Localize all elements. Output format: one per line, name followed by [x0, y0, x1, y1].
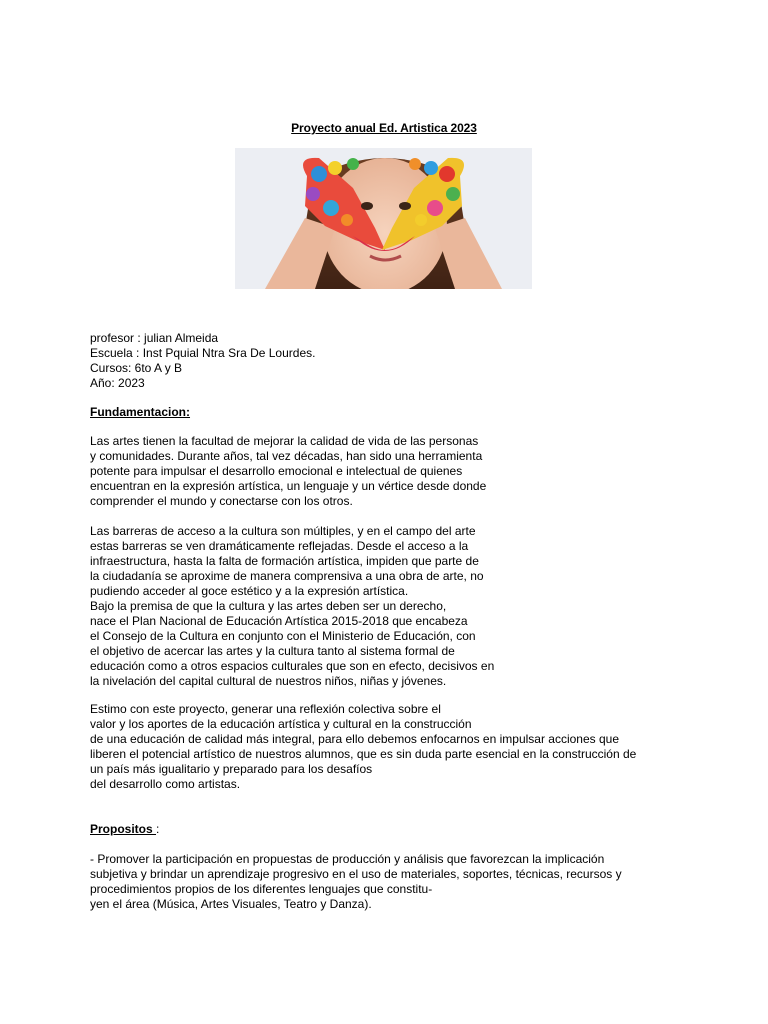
paragraph-line: del desarrollo como artistas.	[90, 777, 241, 791]
fundamentacion-heading-block	[90, 405, 690, 420]
paragraph-line: procedimientos propios de los diferentes lenguajes que constitu-	[90, 882, 433, 896]
propositos-heading-block	[90, 822, 690, 837]
paragraph-line: yen el área (Música, Artes Visuales, Teatro y Danza).	[90, 897, 372, 911]
propositos-heading-colon: :	[156, 822, 160, 836]
paragraph-line: infraestructura, hasta la falta de formación artística, impiden que parte de	[90, 554, 479, 568]
paragraph-line: la ciudadanía se aproxime de manera comprensiva a una obra de arte, no	[90, 569, 484, 583]
paragraph-line: valor y los aportes de la educación artística y cultural en la construcción	[90, 717, 472, 731]
fundamentacion-paragraph-3	[90, 702, 710, 792]
paragraph-line: - Promover la participación en propuestas de producción y análisis que favorezcan la implicación	[90, 852, 605, 866]
paragraph-line: nace el Plan Nacional de Educación Artística 2015-2018 que encabeza	[90, 614, 468, 628]
fundamentacion-heading: Fundamentacion:	[90, 405, 191, 419]
document-title: Proyecto anual Ed. Artistica 2023	[291, 121, 477, 135]
paragraph-line: el Consejo de la Cultura en conjunto con el Ministerio de Educación, con	[90, 629, 476, 643]
propositos-heading-line	[90, 822, 690, 837]
propositos-paragraph-1	[90, 852, 710, 912]
paragraph-line: Bajo la premisa de que la cultura y las artes deben ser un derecho,	[90, 599, 447, 613]
paragraph-line: la nivelación del capital cultural de nuestros niños, niñas y jóvenes.	[90, 674, 447, 688]
paragraph-line: el objetivo de acercar las artes y la cultura tanto al sistema formal de	[90, 644, 455, 658]
paragraph-line: educación como a otros espacios culturales que son en efecto, decisivos en	[90, 659, 495, 673]
paragraph-line: un país más igualitario y preparado para los desafíos	[90, 762, 373, 776]
paragraph-line: de una educación de calidad más integral, para ello debemos enfocarnos en impulsar acciones que	[90, 732, 620, 746]
paragraph-line: Las barreras de acceso a la cultura son múltiples, y en el campo del arte	[90, 524, 476, 538]
propositos-heading: Propositos	[90, 822, 157, 836]
paragraph-line: encuentran en la expresión artística, un lenguaje y un vértice desde donde	[90, 479, 487, 493]
paragraph-line: pudiendo acceder al goce estético y a la expresión artística.	[90, 584, 409, 598]
escuela-line: Escuela : Inst Pquial Ntra Sra De Lourdes.	[90, 346, 316, 360]
profesor-line: profesor : julian Almeida	[90, 331, 219, 345]
info-block	[90, 331, 690, 391]
child-painted-hands-heart-icon	[235, 148, 532, 289]
paragraph-line: Las artes tienen la facultad de mejorar la calidad de vida de las personas	[90, 434, 479, 448]
paragraph-line: y comunidades. Durante años, tal vez décadas, han sido una herramienta	[90, 449, 483, 463]
fundamentacion-paragraph-1	[90, 434, 690, 509]
child-painted-hands-photo	[235, 148, 532, 289]
paragraph-line: estas barreras se ven dramáticamente reflejadas. Desde el acceso a la	[90, 539, 469, 553]
cursos-line: Cursos: 6to A y B	[90, 361, 183, 375]
paragraph-line: potente para impulsar el desarrollo emocional e intelectual de quienes	[90, 464, 463, 478]
fundamentacion-paragraph-2	[90, 524, 690, 689]
paragraph-line: subjetiva y brindar un aprendizaje progresivo en el uso de materiales, soportes, técnicas, recursos y	[90, 867, 622, 881]
paragraph-line: comprender el mundo y conectarse con los otros.	[90, 494, 353, 508]
paragraph-line: Estimo con este proyecto, generar una reflexión colectiva sobre el	[90, 702, 441, 716]
paragraph-line: liberen el potencial artístico de nuestros alumnos, que es sin duda parte esencial en la construcción de	[90, 747, 637, 761]
anio-line: Año: 2023	[90, 376, 145, 390]
